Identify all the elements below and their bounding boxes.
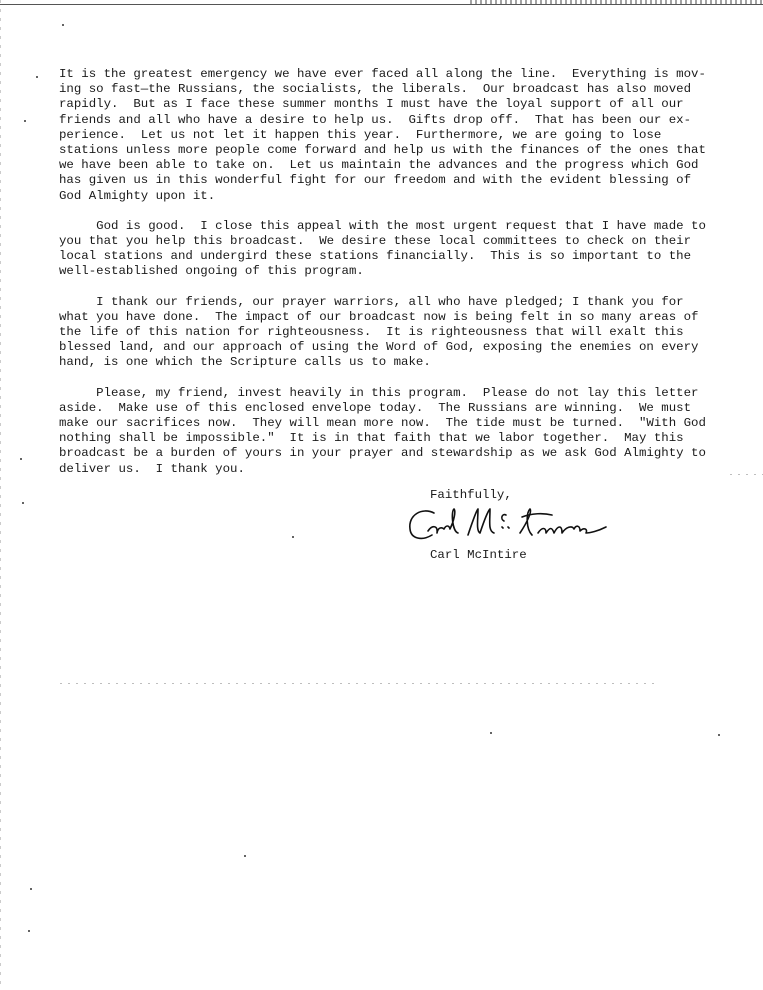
text-line: It is the greatest emergency we have ever faced all along the line. Everything is mov- (59, 67, 706, 81)
scan-dash-row (730, 474, 763, 475)
scan-speck (490, 732, 492, 734)
paragraph-1 (59, 67, 709, 204)
text-line: has given us in this wonderful fight for our freedom and with the evident blessing of (59, 173, 692, 188)
text-line: you that you help this broadcast. We desire these local committees to check on their (59, 234, 692, 249)
scan-speck (24, 120, 26, 122)
text-line: ing so fast—the Russians, the socialists, the liberals. Our broadcast has also moved (59, 82, 692, 97)
text-line: blessed land, and our approach of using the Word of God, exposing the enemies on every (59, 340, 699, 355)
scan-speck (28, 930, 30, 932)
scan-speck (244, 855, 246, 857)
text-line: deliver us. I thank you. (59, 461, 245, 476)
text-line: we have been able to take on. Let us maintain the advances and the progress which God (59, 158, 699, 173)
text-line: rapidly. But as I face these summer months I must have the loyal support of all our (59, 97, 684, 112)
scan-speck (718, 734, 720, 736)
scan-speck (62, 24, 64, 26)
text-line: nothing shall be impossible." It is in that faith that we labor together. May this (59, 431, 684, 446)
scan-dash-row (60, 683, 660, 684)
text-line: God Almighty upon it. (59, 188, 216, 203)
text-line: God is good. I close this appeal with the most urgent request that I have made to (59, 218, 706, 233)
text-line: local stations and undergird these stations financially. This is so important to the (59, 249, 692, 264)
handwritten-signature (402, 503, 617, 547)
scan-speck (292, 536, 294, 538)
text-line: Please, my friend, invest heavily in this program. Please do not lay this letter (59, 385, 699, 400)
text-line: well-established ongoing of this program. (59, 264, 364, 279)
text-line: stations unless more people come forward and help us with the finances of the ones that (59, 143, 706, 158)
text-line: I thank our friends, our prayer warriors, all who have pledged; I thank you for (59, 294, 684, 309)
text-line: aside. Make use of this enclosed envelope today. The Russians are winning. We must (59, 400, 692, 415)
scan-speck (30, 888, 32, 890)
closing-salutation: Faithfully, (430, 488, 512, 502)
text-line: broadcast be a burden of yours in your prayer and stewardship as we ask God Almighty to (59, 446, 706, 461)
text-line: make our sacrifices now. They will mean more now. The tide must be turned. "With God (59, 416, 706, 431)
letter-body (59, 67, 709, 492)
scan-speck (20, 458, 22, 460)
paragraph-3 (59, 295, 709, 371)
scan-speck (36, 76, 38, 78)
signer-name: Carl McIntire (430, 548, 527, 562)
text-line: what you have done. The impact of our broadcast now is being felt in so many areas of (59, 309, 699, 324)
text-line: perience. Let us not let it happen this year. Furthermore, we are going to lose (59, 127, 662, 142)
text-line: the life of this nation for righteousness. It is righteousness that will exalt this (59, 325, 684, 340)
top-edge-rule (0, 4, 763, 5)
paragraph-4 (59, 386, 709, 477)
left-edge-scan-noise (0, 0, 1, 990)
top-edge-scan-noise (470, 0, 763, 4)
scan-speck (22, 502, 24, 504)
text-line: hand, is one which the Scripture calls us to make. (59, 355, 431, 370)
text-line: friends and all who have a desire to help us. Gifts drop off. That has been our ex- (59, 112, 692, 127)
paragraph-2 (59, 219, 709, 280)
